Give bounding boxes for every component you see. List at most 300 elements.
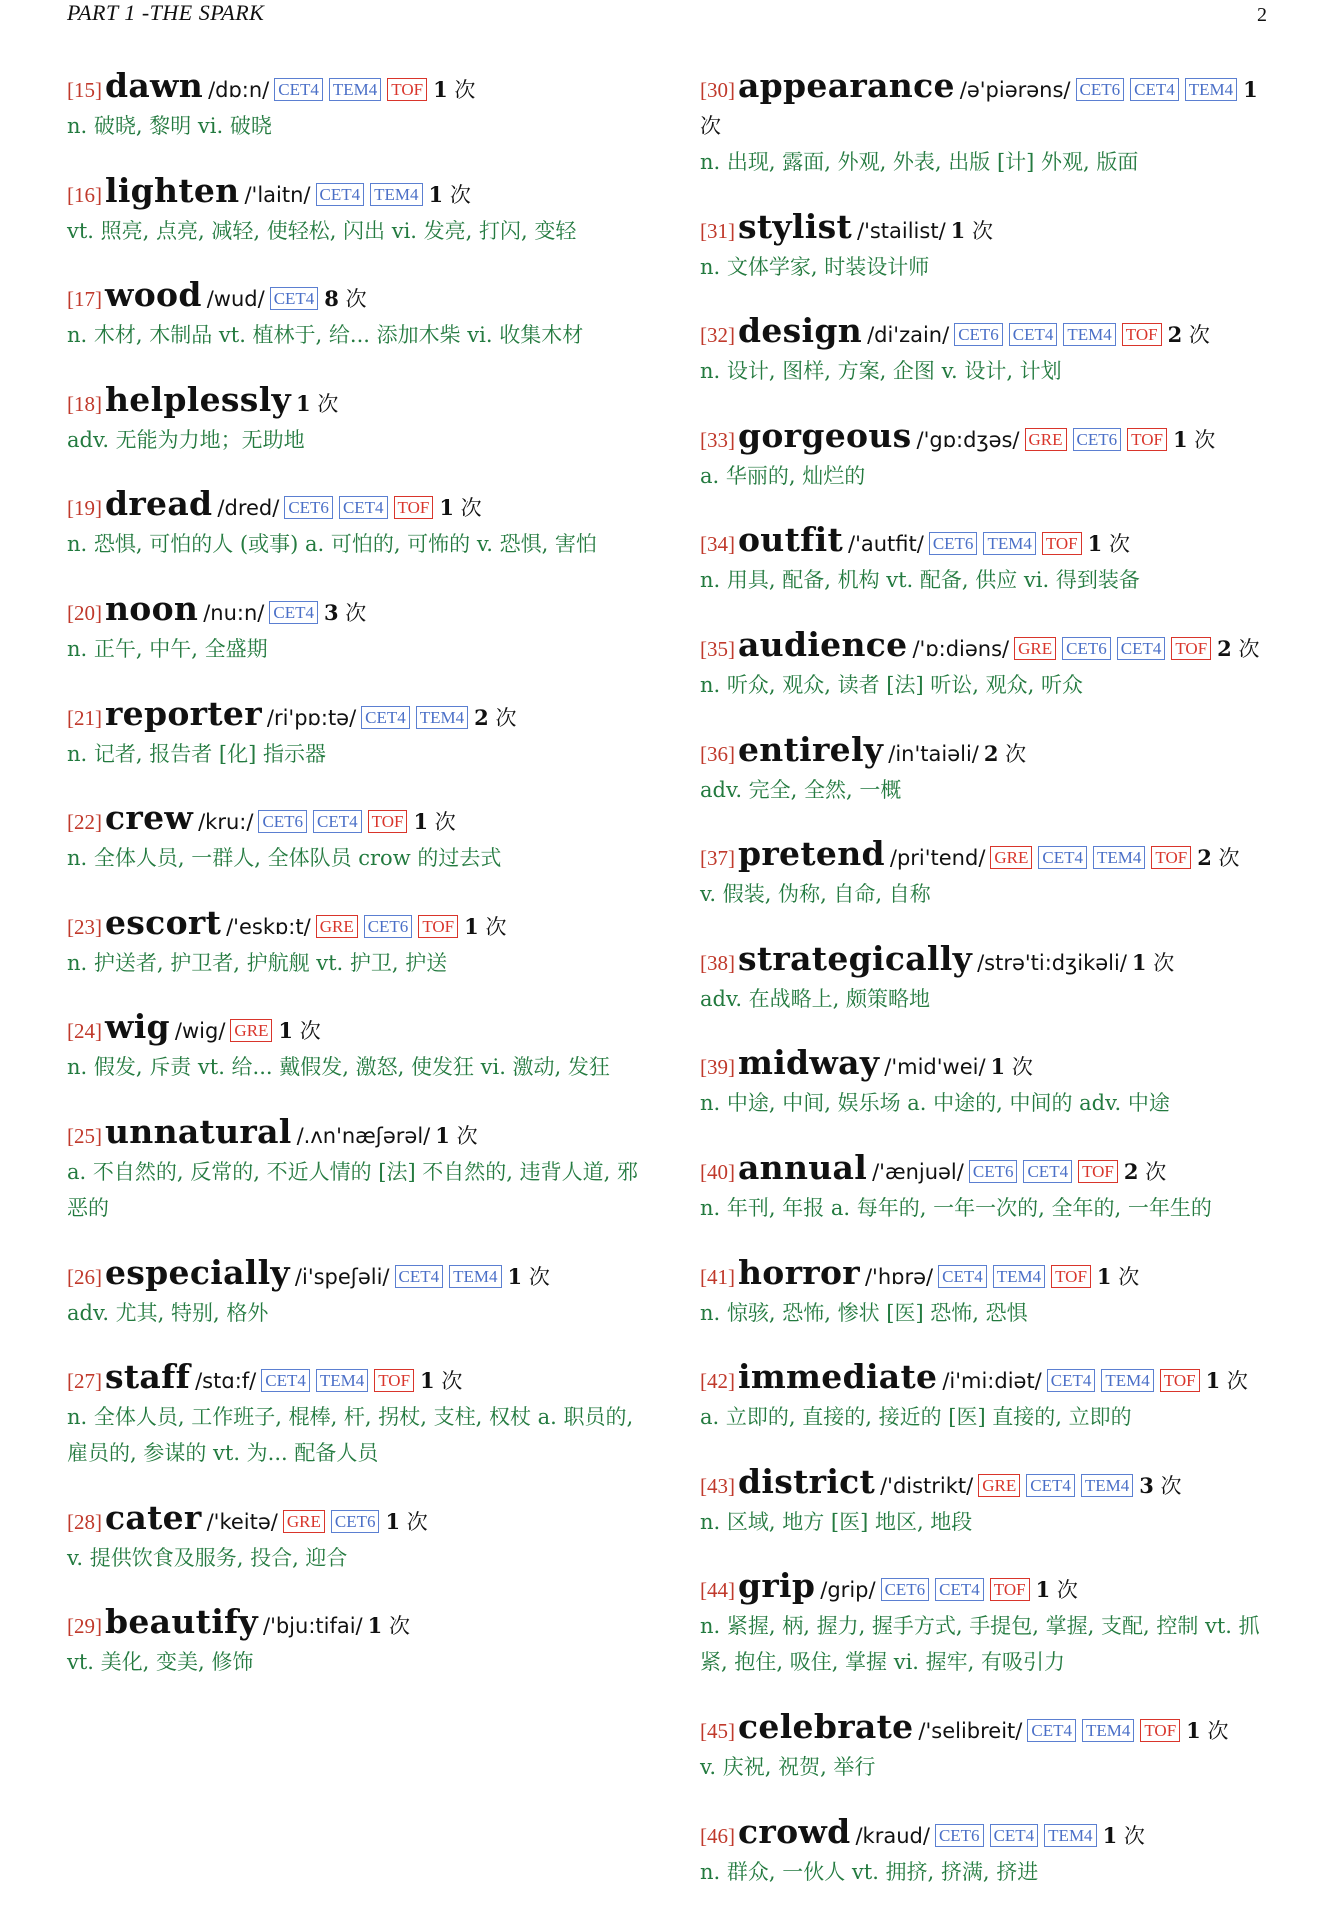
definition: a. 华丽的, 灿烂的 — [700, 463, 866, 488]
count-suffix: 次 — [388, 1614, 410, 1639]
count-suffix: 次 — [345, 287, 367, 312]
phonetic: /dɒ:n/ — [208, 78, 270, 102]
entry-number: [32] — [700, 323, 735, 348]
headword: strategically — [738, 938, 973, 978]
vocab-entry — [67, 1604, 642, 1680]
count-suffix: 次 — [1207, 1718, 1229, 1743]
exam-tag-badge: CET4 — [1117, 637, 1166, 660]
phonetic: /'autfit/ — [848, 532, 924, 557]
exam-tag-badge: TOF — [990, 1578, 1030, 1601]
headword: audience — [738, 624, 908, 664]
entry-headline — [700, 729, 1275, 772]
entry-headline — [700, 624, 1275, 667]
entry-headline — [700, 1706, 1275, 1749]
exam-tag-badge: GRE — [978, 1474, 1020, 1497]
vocab-entry — [700, 206, 1275, 285]
definition: v. 提供饮食及服务, 投合, 迎合 — [67, 1545, 348, 1570]
entry-number: [35] — [700, 636, 735, 661]
vocab-entry — [67, 1359, 642, 1471]
entry-headline — [67, 693, 642, 736]
headword: pretend — [738, 834, 885, 874]
entry-number: [43] — [700, 1473, 735, 1498]
count-number: 2 — [474, 704, 489, 730]
exam-tag-badge: TEM4 — [1081, 1474, 1133, 1497]
phonetic: /'gɒ:dʒəs/ — [916, 427, 1020, 452]
exam-tag-badge: TOF — [1171, 637, 1211, 660]
phonetic: /'mid'wei/ — [884, 1055, 986, 1080]
exam-tag-badge: TOF — [1151, 846, 1191, 869]
phonetic: /'ænjuəl/ — [872, 1159, 964, 1184]
frequency-count — [1197, 846, 1239, 870]
definition: n. 记者, 报告者 [化] 指示器 — [67, 741, 326, 766]
entry-headline — [700, 1359, 1275, 1399]
definition: n. 年刊, 年报 a. 每年的, 一年一次的, 全年的, 一年生的 — [700, 1195, 1212, 1220]
phonetic: /i'speʃəli/ — [294, 1264, 390, 1289]
entry-headline — [67, 277, 642, 317]
count-suffix: 次 — [1108, 532, 1130, 557]
vocab-entry — [700, 1461, 1275, 1540]
count-suffix: 次 — [1226, 1369, 1248, 1394]
vocab-entry — [700, 729, 1275, 808]
definition: vt. 照亮, 点亮, 减轻, 使轻松, 闪出 vi. 发亮, 打闪, 变轻 — [67, 218, 577, 243]
count-number: 1 — [367, 1613, 383, 1639]
headword: grip — [738, 1566, 816, 1606]
exam-tag-badge: CET4 — [935, 1578, 984, 1601]
entry-number: [27] — [67, 1369, 102, 1394]
frequency-count — [433, 78, 475, 102]
exam-tag-badge: CET6 — [1076, 78, 1125, 101]
exam-tag-badge: CET4 — [1130, 78, 1179, 101]
headword: district — [738, 1461, 876, 1501]
count-suffix: 次 — [1153, 950, 1175, 975]
entry-number: [16] — [67, 182, 102, 207]
definition: n. 正午, 中午, 全盛期 — [67, 636, 268, 661]
exam-tag-badge: CET4 — [316, 183, 365, 206]
headword: immediate — [738, 1357, 938, 1397]
count-suffix: 次 — [434, 810, 456, 835]
exam-tag-badge: GRE — [990, 846, 1032, 869]
count-number: 1 — [464, 913, 479, 939]
entry-headline — [67, 486, 642, 526]
exam-tag-badge: TOF — [1078, 1160, 1118, 1183]
entry-number: [23] — [67, 914, 102, 939]
vocab-entry — [67, 68, 642, 144]
exam-tag-badge: CET6 — [258, 810, 307, 833]
frequency-count — [1036, 1578, 1078, 1602]
vocab-entry — [67, 277, 642, 353]
entry-number: [40] — [700, 1159, 735, 1184]
definition: n. 出现, 露面, 外观, 外表, 出版 [计] 外观, 版面 — [700, 150, 1139, 174]
count-number: 1 — [413, 809, 429, 835]
frequency-count — [1103, 1824, 1145, 1848]
phonetic: /ri'pɒ:tə/ — [266, 705, 357, 730]
frequency-count — [324, 287, 366, 311]
count-number: 1 — [1035, 1577, 1051, 1603]
count-number: 2 — [1167, 322, 1183, 348]
count-number: 1 — [990, 1054, 1006, 1080]
entry-headline — [67, 1009, 642, 1049]
exam-tag-badge: CET6 — [364, 915, 413, 938]
frequency-count — [1206, 1369, 1248, 1393]
entry-headline — [67, 902, 642, 945]
entry-number: [36] — [700, 741, 735, 766]
exam-tag-badge: CET6 — [331, 1510, 380, 1533]
exam-tag-badge: TOF — [418, 915, 458, 938]
entry-number: [24] — [67, 1019, 102, 1044]
vocab-entry — [67, 170, 642, 249]
phonetic: /'hɒrə/ — [864, 1264, 934, 1289]
vocab-entry — [700, 624, 1275, 703]
frequency-count — [508, 1265, 550, 1289]
entry-number: [26] — [67, 1264, 102, 1289]
entry-number: [29] — [67, 1614, 102, 1639]
headword: noon — [105, 588, 199, 628]
exam-tag-badge: TEM4 — [1044, 1824, 1096, 1847]
phonetic: /grip/ — [820, 1578, 876, 1603]
exam-tag-badge: TOF — [1051, 1265, 1091, 1288]
phonetic: /'stailist/ — [857, 218, 946, 243]
frequency-count — [1173, 428, 1215, 452]
exam-tag-badge: CET4 — [361, 706, 410, 729]
vocab-entry — [67, 486, 642, 562]
count-suffix: 次 — [1123, 1823, 1145, 1848]
entry-number: [42] — [700, 1369, 735, 1394]
entry-headline — [700, 836, 1275, 876]
definition: a. 立即的, 直接的, 接近的 [医] 直接的, 立即的 — [700, 1405, 1132, 1430]
entry-number: [44] — [700, 1578, 735, 1603]
count-number: 1 — [385, 1508, 401, 1534]
definition: adv. 完全, 全然, 一概 — [700, 777, 902, 802]
count-suffix: 次 — [460, 496, 482, 521]
exam-tag-badge: GRE — [230, 1019, 272, 1042]
exam-tag-badge: TOF — [1127, 428, 1167, 451]
frequency-count — [1168, 323, 1210, 347]
vocab-entry — [67, 1497, 642, 1576]
phonetic: /pri'tend/ — [889, 846, 986, 871]
phonetic: /.ʌn'næʃərəl/ — [296, 1123, 431, 1148]
vocab-entry — [67, 588, 642, 667]
entry-headline — [700, 1461, 1275, 1504]
entry-number: [15] — [67, 78, 102, 102]
entry-headline — [700, 1147, 1275, 1190]
count-number: 1 — [1102, 1822, 1118, 1848]
definition: n. 听众, 观众, 读者 [法] 听讼, 观众, 听众 — [700, 672, 1084, 697]
frequency-count — [1217, 637, 1259, 661]
exam-tag-badge: TEM4 — [449, 1265, 501, 1288]
exam-tag-badge: CET6 — [881, 1578, 930, 1601]
vocab-entry — [700, 1147, 1275, 1226]
vocab-entry — [700, 1568, 1275, 1680]
exam-tag-badge: CET4 — [990, 1824, 1039, 1847]
exam-tag-badge: CET4 — [1027, 1719, 1076, 1742]
exam-tag-badge: CET6 — [935, 1824, 984, 1847]
count-suffix: 次 — [317, 391, 339, 416]
entry-headline — [700, 1568, 1275, 1608]
count-number: 1 — [1172, 426, 1188, 452]
page-title: PART 1 -THE SPARK — [67, 0, 265, 25]
frequency-count — [1132, 951, 1174, 975]
exam-tag-badge: CET6 — [929, 532, 978, 555]
vocab-entry — [700, 1811, 1275, 1890]
entry-number: [37] — [700, 846, 735, 871]
exam-tag-badge: TEM4 — [983, 532, 1035, 555]
definition: adv. 在战略上, 颇策略地 — [700, 986, 931, 1011]
page-header — [67, 0, 1267, 30]
exam-tag-badge: TEM4 — [993, 1265, 1045, 1288]
definition: n. 用具, 配备, 机构 vt. 配备, 供应 vi. 得到装备 — [700, 568, 1140, 593]
phonetic: /strə'ti:dʒikəli/ — [977, 950, 1127, 975]
entry-headline — [700, 68, 1275, 144]
headword: wig — [105, 1007, 170, 1047]
count-suffix: 次 — [1005, 741, 1027, 766]
count-number: 8 — [324, 286, 339, 312]
exam-tag-badge: CET4 — [274, 78, 323, 101]
entry-number: [39] — [700, 1055, 735, 1080]
vocab-entry — [700, 1045, 1275, 1121]
definition: vt. 美化, 变美, 修饰 — [67, 1650, 254, 1675]
headword: gorgeous — [738, 415, 912, 455]
exam-tag-badge: TOF — [368, 810, 408, 833]
headword: cater — [105, 1497, 202, 1537]
exam-tag-badge: CET4 — [938, 1265, 987, 1288]
entry-headline — [67, 1604, 642, 1644]
headword: staff — [105, 1357, 191, 1397]
frequency-count — [429, 183, 471, 207]
left-column — [67, 68, 642, 1709]
headword: crew — [105, 798, 194, 838]
exam-tag-badge: CET4 — [1038, 846, 1087, 869]
definition: n. 设计, 图样, 方案, 企图 v. 设计, 计划 — [700, 359, 1062, 384]
vocab-entry — [700, 1252, 1275, 1331]
vocab-entry — [700, 836, 1275, 912]
exam-tag-badge: CET4 — [1026, 1474, 1075, 1497]
count-suffix: 次 — [971, 218, 993, 243]
phonetic: /'selibreit/ — [918, 1718, 1023, 1743]
exam-tag-badge: TOF — [374, 1369, 414, 1392]
exam-tag-badge: CET4 — [1023, 1160, 1072, 1183]
vocab-entry — [67, 1009, 642, 1085]
entry-number: [28] — [67, 1509, 102, 1534]
exam-tag-badge: TEM4 — [370, 183, 422, 206]
phonetic: /dred/ — [217, 496, 280, 521]
count-suffix: 次 — [1218, 846, 1240, 871]
frequency-count — [385, 1510, 427, 1534]
exam-tag-badge: TOF — [1122, 323, 1162, 346]
exam-tag-badge: TEM4 — [1093, 846, 1145, 869]
entry-number: [45] — [700, 1718, 735, 1743]
entry-headline — [67, 588, 642, 631]
exam-tag-badge: CET6 — [284, 496, 333, 519]
headword: unnatural — [105, 1111, 292, 1151]
entry-number: [25] — [67, 1123, 102, 1148]
phonetic: /in'taiəli/ — [888, 741, 979, 766]
headword: dread — [105, 484, 213, 524]
exam-tag-badge: CET4 — [395, 1265, 444, 1288]
phonetic: /kraud/ — [855, 1823, 930, 1848]
count-number: 1 — [278, 1018, 294, 1044]
count-number: 2 — [1123, 1158, 1139, 1184]
count-suffix: 次 — [454, 78, 476, 102]
count-number: 2 — [983, 740, 999, 766]
headword: beautify — [105, 1602, 258, 1642]
frequency-count — [324, 601, 366, 625]
frequency-count — [439, 496, 481, 520]
count-suffix: 次 — [1145, 1159, 1167, 1184]
count-suffix: 次 — [345, 600, 367, 625]
exam-tag-badge: TEM4 — [1185, 78, 1237, 101]
phonetic: /di'zain/ — [867, 323, 950, 348]
entry-number: [41] — [700, 1264, 735, 1289]
count-suffix: 次 — [1160, 1473, 1182, 1498]
count-suffix: 次 — [700, 114, 721, 138]
definition: v. 假装, 伪称, 自命, 自称 — [700, 882, 931, 907]
entry-headline — [700, 938, 1275, 981]
count-suffix: 次 — [1118, 1264, 1140, 1289]
entry-headline — [67, 68, 642, 108]
count-number: 1 — [439, 495, 454, 521]
vocab-entry — [700, 313, 1275, 389]
headword: entirely — [738, 729, 884, 769]
count-suffix: 次 — [528, 1264, 550, 1289]
phonetic: /kru:/ — [198, 810, 254, 835]
exam-tag-badge: CET4 — [1009, 323, 1058, 346]
frequency-count — [413, 810, 455, 834]
frequency-count — [991, 1055, 1033, 1079]
headword: outfit — [738, 520, 844, 560]
count-suffix: 次 — [1238, 636, 1260, 661]
headword: dawn — [105, 66, 204, 105]
definition: n. 护送者, 护卫者, 护航舰 vt. 护卫, 护送 — [67, 950, 448, 975]
exam-tag-badge: GRE — [283, 1510, 325, 1533]
headword: crowd — [738, 1811, 851, 1851]
count-suffix: 次 — [406, 1509, 428, 1534]
entry-headline — [700, 206, 1275, 249]
headword: celebrate — [738, 1706, 914, 1746]
count-number: 2 — [1197, 845, 1212, 871]
headword: lighten — [105, 170, 240, 210]
exam-tag-badge: CET6 — [969, 1160, 1018, 1183]
definition: a. 不自然的, 反常的, 不近人情的 [法] 不自然的, 违背人道, 邪恶的 — [67, 1159, 639, 1220]
exam-tag-badge: TEM4 — [1101, 1369, 1153, 1392]
definition: n. 文体学家, 时装设计师 — [700, 254, 930, 279]
vocab-entry — [700, 1706, 1275, 1785]
vocab-entry — [67, 1252, 642, 1331]
definition: n. 全体人员, 一群人, 全体队员 crow 的过去式 — [67, 846, 502, 871]
count-suffix: 次 — [495, 705, 517, 730]
entry-headline — [67, 800, 642, 840]
frequency-count — [296, 392, 338, 416]
exam-tag-badge: CET6 — [1062, 637, 1111, 660]
entry-number: [20] — [67, 600, 102, 625]
entry-number: [22] — [67, 810, 102, 835]
vocab-entry — [700, 1359, 1275, 1435]
frequency-count — [1124, 1160, 1166, 1184]
count-number: 1 — [435, 1122, 450, 1148]
phonetic: /'keitə/ — [206, 1509, 278, 1534]
phonetic: /wud/ — [206, 287, 265, 312]
phonetic: /'ɒ:diəns/ — [912, 636, 1010, 661]
entry-headline — [67, 379, 642, 422]
count-suffix: 次 — [299, 1019, 321, 1044]
entry-headline — [67, 1359, 642, 1399]
phonetic: /'bju:tifai/ — [263, 1614, 363, 1639]
count-number: 3 — [323, 599, 339, 625]
count-suffix: 次 — [1011, 1055, 1033, 1080]
count-suffix: 次 — [441, 1369, 463, 1394]
exam-tag-badge: TEM4 — [329, 78, 381, 101]
definition: n. 惊骇, 恐怖, 惨状 [医] 恐怖, 恐惧 — [700, 1300, 1028, 1325]
entry-headline — [700, 1811, 1275, 1854]
entry-number: [19] — [67, 496, 102, 521]
headword: reporter — [105, 693, 262, 733]
page-number: 2 — [1257, 4, 1267, 26]
count-suffix: 次 — [1194, 427, 1216, 452]
entry-number: [38] — [700, 950, 735, 975]
phonetic: /stɑ:f/ — [195, 1369, 257, 1394]
count-number: 1 — [1186, 1717, 1201, 1743]
vocab-entry — [67, 693, 642, 772]
count-number: 1 — [507, 1263, 523, 1289]
count-suffix: 次 — [485, 914, 507, 939]
headword: appearance — [738, 66, 955, 105]
entry-headline — [700, 415, 1275, 458]
vocab-entry — [700, 938, 1275, 1017]
count-number: 1 — [428, 181, 444, 207]
exam-tag-badge: CET6 — [1073, 428, 1122, 451]
definition: n. 恐惧, 可怕的人 (或事) a. 可怕的, 可怖的 v. 恐惧, 害怕 — [67, 532, 597, 557]
count-number: 1 — [1205, 1368, 1221, 1394]
count-suffix: 次 — [1188, 323, 1210, 348]
exam-tag-badge: TEM4 — [416, 706, 468, 729]
frequency-count — [951, 219, 993, 243]
entry-number: [21] — [67, 705, 102, 730]
exam-tag-badge: TOF — [1140, 1719, 1180, 1742]
count-number: 3 — [1139, 1472, 1154, 1498]
count-number: 1 — [420, 1368, 435, 1394]
entry-headline — [67, 1111, 642, 1154]
count-number: 1 — [950, 217, 966, 243]
exam-tag-badge: GRE — [1025, 428, 1067, 451]
frequency-count — [1088, 532, 1130, 556]
exam-tag-badge: TOF — [387, 78, 427, 101]
vocab-entry — [67, 1111, 642, 1226]
phonetic: /wig/ — [174, 1019, 226, 1044]
vocab-entry — [67, 800, 642, 876]
frequency-count — [435, 1124, 477, 1148]
exam-tag-badge: TOF — [1160, 1369, 1200, 1392]
count-suffix: 次 — [1056, 1578, 1078, 1603]
phonetic: /ə'piərəns/ — [959, 78, 1071, 102]
count-number: 1 — [1087, 531, 1103, 557]
headword: helplessly — [105, 379, 291, 419]
vocab-entry — [700, 68, 1275, 180]
frequency-count — [420, 1369, 462, 1393]
exam-tag-badge: CET4 — [270, 287, 319, 310]
count-number: 1 — [433, 77, 448, 102]
entry-number: [34] — [700, 532, 735, 557]
headword: especially — [105, 1252, 290, 1292]
headword: design — [738, 311, 863, 351]
definition: n. 群众, 一伙人 vt. 拥挤, 挤满, 挤进 — [700, 1859, 1039, 1884]
exam-tag-badge: CET4 — [269, 601, 318, 624]
vocab-entry — [67, 902, 642, 981]
definition: n. 全体人员, 工作班子, 棍棒, 杆, 拐杖, 支柱, 权杖 a. 职员的, 雇员的, 参谋的 vt. 为... 配备人员 — [67, 1405, 634, 1466]
exam-tag-badge: TEM4 — [1082, 1719, 1134, 1742]
definition: n. 破晓, 黎明 vi. 破晓 — [67, 114, 272, 138]
phonetic: /'laitn/ — [244, 182, 311, 207]
definition: n. 假发, 斥责 vt. 给... 戴假发, 激怒, 使发狂 vi. 激动, 发狂 — [67, 1055, 610, 1080]
entry-headline — [67, 1497, 642, 1540]
